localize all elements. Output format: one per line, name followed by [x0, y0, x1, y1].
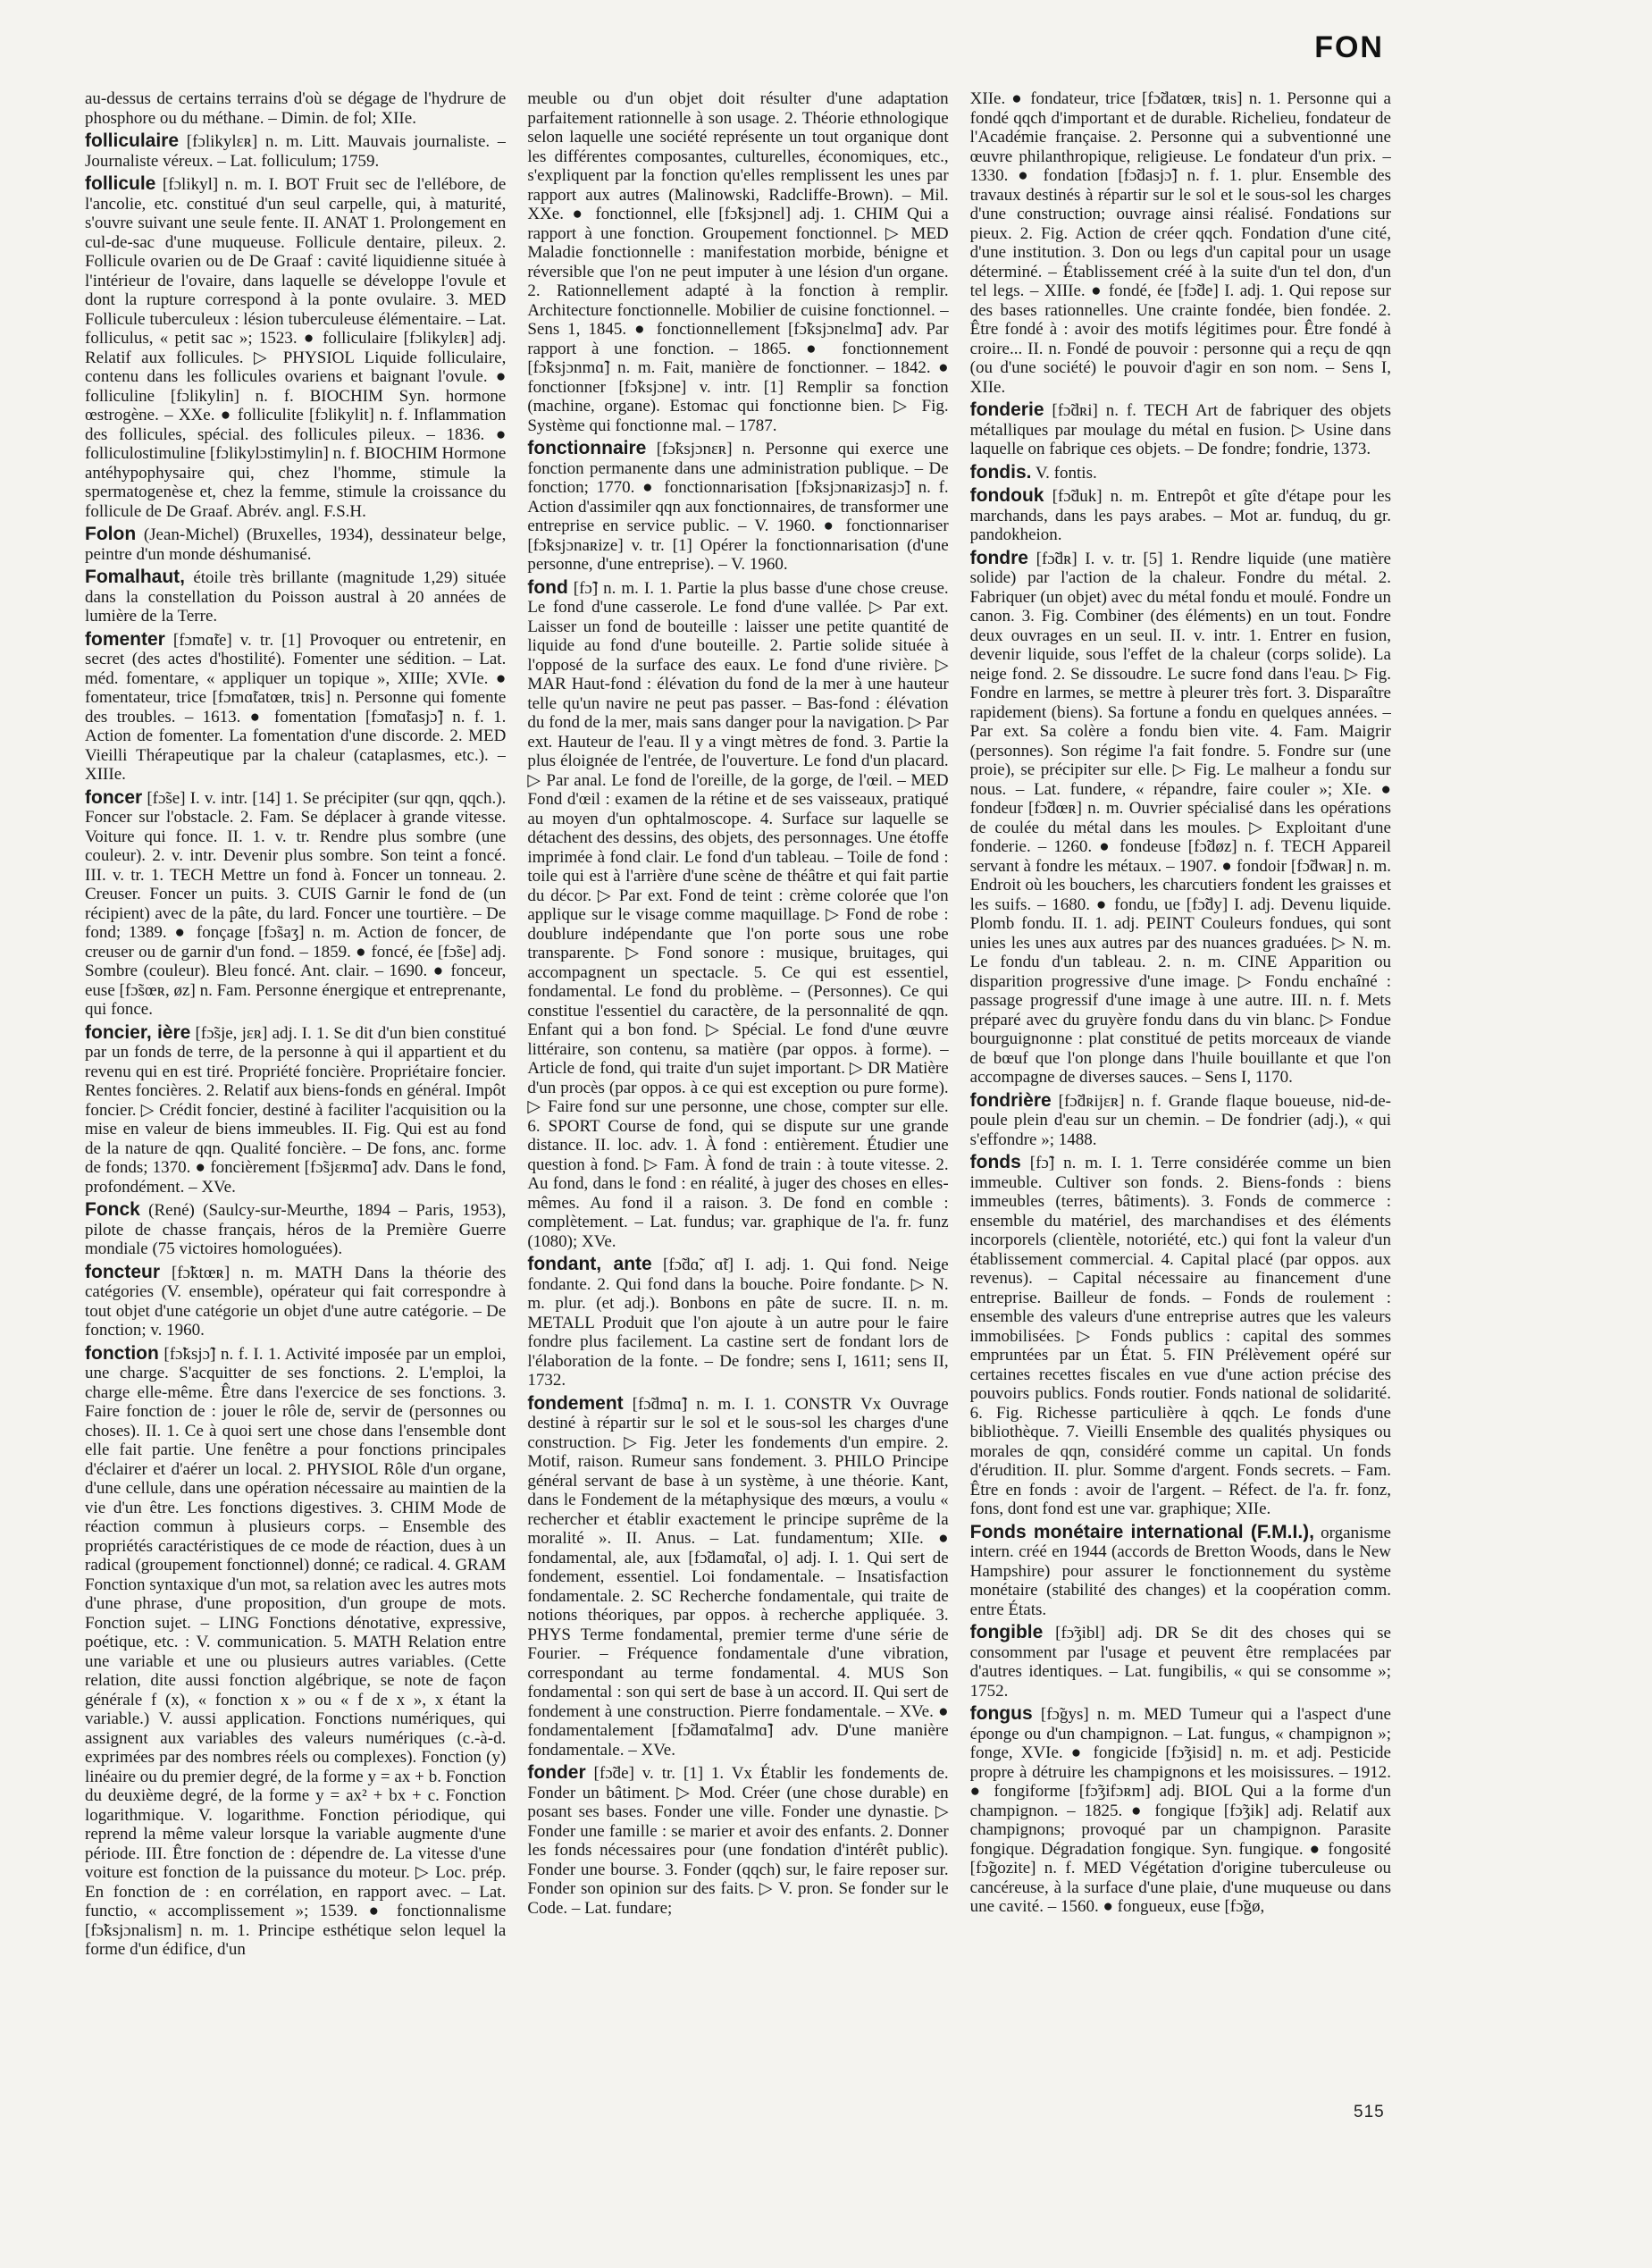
dictionary-entry	[970, 463, 1391, 483]
dictionary-entry	[527, 1394, 948, 1760]
dictionary-entry	[85, 630, 506, 785]
dictionary-entry	[970, 1623, 1391, 1701]
dictionary-entry	[85, 788, 506, 1020]
dictionary-entry	[970, 486, 1391, 545]
column-3	[970, 89, 1391, 2073]
column-2	[527, 89, 948, 2073]
dictionary-entry	[85, 525, 506, 564]
entry-definition: [fɔ̃dmɑ̃] n. m. I. 1. CONSTR Vx Ouvrage destiné à répartir sur le sol et le sous-sol les charges d'une construction. ▷ Fig. Jeter les fondements d'un empire. 2. Motif, raison. Rumeur sans fondement. 3. PHILO Principe général servant de base à un système, à une théorie. Kant, dans le Fondement de la métaphysique des mœurs, a voulu « rechercher et établir exactement le principe suprême de la moralité ». II. Anus. – Lat. fundamentum; XIIe. ● fondamental, ale, aux [fɔ̃damɑ̃tal, o] adj. I. 1. Qui sert de fondement, essentiel. Loi fondamentale. – Insatisfaction fondamentale. 2. SC Recherche fondamentale, qui traite de notions théoriques, par oppos. à recherche appliquée. 3. PHYS Terme fondamental, premier terme d'une série de Fourier. – Fréquence fondamentale d'une vibration, correspondant au terme fondamental. 4. MUS Son fondamental : son qui sert de base à un accord. II. Qui sert de fondement à une construction. Pierre fondamentale. – XVe. ● fondamentalement [fɔ̃damɑ̃talmɑ̃] adv. D'une manière fondamentale. – XVe.	[527, 1394, 949, 1760]
dictionary-entry	[970, 549, 1391, 1088]
entry-headword: fongible	[969, 1622, 1044, 1642]
dictionary-entry	[970, 1523, 1391, 1620]
dictionary-entry	[527, 89, 948, 435]
entry-headword: Fomalhaut,	[85, 567, 186, 587]
column-1	[85, 89, 506, 2073]
entry-headword: fondis.	[969, 461, 1032, 483]
entry-headword: folliculaire	[85, 130, 180, 151]
entry-definition: XIIe. ● fondateur, trice [fɔ̃datœʀ, tʀis] n. 1. Personne qui a fondé qqch d'important et de durable. Richelieu, fondateur de l'Académie française. 2. Personne qui a subventionné une œuvre philanthropique, religieuse. Le fondateur d'un prix. – 1330. ● fondation [fɔ̃dasjɔ̃] n. f. 1. plur. Ensemble des travaux destinés à répartir sur le sol et le sous-sol les charges d'une construction; ouvrage ainsi réalisé. Fondations sur pieux. 2. Fig. Action de créer qqch. Fondation d'une cité, d'une institution. 3. Don ou legs d'un capital pour un usage déterminé. – Établissement créé à la suite d'un tel don, d'un tel legs. – XIIIe. ● fondé, ée [fɔ̃de] I. adj. 1. Qui repose sur des bases rationnelles. Une crainte fondée, bien fondée. 2. Être fondé à : avoir des motifs légitimes pour. Être fondé à croire... II. n. Fondé de pouvoir : personne qui a reçu de qqn (ou d'une société) le pouvoir d'agir en son nom. – Sens I, XIIe.	[969, 89, 1391, 397]
entry-headword: fonctionnaire	[527, 438, 647, 458]
entry-definition: V. fontis.	[1035, 463, 1097, 483]
entry-definition: organisme intern. créé en 1944 (accords de Bretton Woods, dans le New Hampshire) pour assurer le fonctionnement du système monétaire (stabilité des changes) et la coopération comm. entre États.	[969, 1523, 1391, 1619]
dictionary-entry	[85, 567, 506, 626]
entry-headword: fonder	[527, 1762, 586, 1783]
entry-definition: [fɔ̃dʀi] n. f. TECH Art de fabriquer des objets métalliques par moulage du métal en fusion. ▷ Usine dans laquelle on fabrique ces objets. – De fondre; fondrie, 1373.	[969, 401, 1391, 458]
dictionary-entry	[85, 1200, 506, 1259]
entry-definition: étoile très brillante (magnitude 1,29) située dans la constellation du Poisson austral à 20 années de lumière de la Terre.	[85, 568, 507, 626]
entry-headword: fonction	[85, 1342, 159, 1364]
dictionary-entry	[85, 1344, 506, 1960]
entry-definition: [fɔ̃dʀ] I. v. tr. [5] 1. Rendre liquide (une matière solide) par l'action de la chaleur. Fondre du métal. 2. Fabriquer (un objet) avec du métal fondu et moulé. Fondre un canon. 3. Fig. Combiner (des éléments) en un tout. Fondre deux ouvrages en un seul. II. v. intr. 1. Entrer en fusion, devenir liquide, sous l'effet de la chaleur (corps solide). La neige fond. 2. Se dissoudre. Le sucre fond dans l'eau. ▷ Fig. Fondre en larmes, se mettre à pleurer très fort. 3. Disparaître rapidement (biens). Sa fortune a fondu en quelques années. – Par ext. Sa colère a fondu bien vite. 4. Fam. Maigrir (personnes). Son régime l'a fait fondre. 5. Fondre sur (une proie), se précipiter sur elle. ▷ Fig. Le malheur a fondu sur nous. – Lat. fundere, « répandre, faire couler »; XIe. ● fondeur [fɔ̃dœʀ] n. m. Ouvrier spécialisé dans les opérations de coulée du métal dans les moules. ▷ Exploitant d'une fonderie. – 1260. ● fondeuse [fɔ̃døz] n. f. TECH Appareil servant à fondre les métaux. – 1907. ● fondoir [fɔ̃dwaʀ] n. m. Endroit où les bouchers, les charcutiers fondent les graisses et les suifs. – 1680. ● fondu, ue [fɔ̃dy] I. adj. Devenu liquide. Plomb fondu. II. 1. adj. PEINT Couleurs fondues, qui sont unies les unes aux autres par des nuances graduées. ▷ N. m. Le fondu d'un tableau. 2. n. m. CINE Apparition ou disparition progressive d'une image. ▷ Fondu enchaîné : passage progressif d'une image à une autre. III. n. f. Mets préparé avec du gruyère fondu dans du vin blanc. ▷ Fondue bourguignonne : plat constitué de petits morceaux de viande de bœuf que l'on plonge dans l'huile bouillante et que l'on accompagne de diverses sauces. – Sens I, 1170.	[969, 549, 1391, 1087]
entry-headword: fondre	[969, 547, 1028, 568]
entry-headword: fonds	[969, 1152, 1021, 1172]
entry-headword: fondant, ante	[527, 1254, 652, 1274]
entry-headword: foncer	[85, 786, 143, 808]
entry-headword: Fonds monétaire international (F.M.I.),	[969, 1521, 1314, 1542]
entry-headword: Fonck	[85, 1199, 140, 1220]
entry-headword: fondement	[527, 1392, 624, 1414]
entry-definition: (Jean-Michel) (Bruxelles, 1934), dessinateur belge, peintre d'un monde déshumanisé.	[85, 525, 507, 564]
dictionary-entry	[85, 1023, 506, 1197]
entry-headword: foncteur	[85, 1261, 160, 1282]
entry-headword: follicule	[85, 173, 156, 194]
entry-definition: [fɔ̃ksjɔnɛʀ] n. Personne qui exerce une fonction permanente dans une administration publique. – De fonction; 1770. ● fonctionnarisation [fɔ̃ksjɔnaʀizasjɔ̃] n. f. Action d'assimiler qqn aux fonctionnaires, de transformer une entreprise en service public. – V. 1960. ● fonctionnariser [fɔ̃ksjɔnaʀize] v. tr. [1] Opérer la fonctionnarisation (d'une personne, d'une entreprise). – V. 1960.	[527, 440, 949, 574]
text-columns	[85, 89, 1391, 2073]
entry-headword: fondouk	[969, 485, 1044, 506]
entry-definition: [fɔ̃dʀijɛʀ] n. f. Grande flaque boueuse, nid-de-poule plein d'eau sur un chemin. – De fondrier (adj.), « qui s'effondre »; 1488.	[969, 1091, 1391, 1149]
entry-definition: [fɔ̃ktœʀ] n. m. MATH Dans la théorie des catégories (V. ensemble), opérateur qui fait correspondre à tout objet d'une catégorie un objet d'une autre catégorie. – De fonction; v. 1960.	[85, 1263, 507, 1340]
entry-definition: [fɔ̃ksjɔ̃] n. f. I. 1. Activité imposée par un emploi, une charge. S'acquitter de ses fonctions. 2. L'emploi, la charge elle-même. Être dans l'exercice de ses fonctions. 3. Faire fonction de : jouer le rôle de, servir de (personnes ou choses). II. 1. Ce à quoi sert une chose dans l'ensemble dont elle fait partie. Une fenêtre a pour fonctions principales d'éclairer et d'aérer un local. 2. PHYSIOL Rôle d'un organe, d'une cellule, dans une opération nécessaire au maintien de la vie d'un être. Les fonctions digestives. 3. CHIM Mode de réaction commun à plusieurs corps. – Ensemble des propriétés caractéristiques de ce mode de réaction, dues à un radical (groupement fonctionnel) donné; ce radical. 4. GRAM Fonction syntaxique d'un mot, sa relation avec les autres mots d'une phrase, d'une proposition, d'un groupe de mots. Fonction sujet. – LING Fonctions dénotative, expressive, poétique, etc. : V. communication. 5. MATH Relation entre une variable et une ou plusieurs autres variables. (Cette relation, dite aussi fonction algébrique, se note de façon générale f (x), « fonction x » ou « f de x », x étant la variable.) V. aussi application. Fonctions numériques, qui assignent aux variables des valeurs numériques (c.-à-d. exprimées par des nombres réels ou complexes). Fonction (y) linéaire ou du premier degré, de la forme y = ax + b. Fonction du deuxième degré, de la forme y = ax² + bx + c. Fonction logarithmique. V. logarithme. Fonction périodique, qui reprend la même valeur lorsque la variable augmente d'une période. III. Être fonction de : dépendre de. La vitesse d'une voiture est fonction de la puissance du moteur. ▷ Loc. prép. En fonction de : en corrélation, en rapport avec. – Lat. functio, « accomplissement »; 1539. ● fonctionnalisme [fɔ̃ksjɔnalism] n. m. 1. Principe esthétique selon lequel la forme d'un édifice, d'un	[85, 1344, 507, 1959]
entry-definition: [fɔ̃duk] n. m. Entrepôt et gîte d'étape pour les marchands, dans les pays arabes. – Mot ar. funduq, du gr. pandokheion.	[969, 487, 1391, 544]
dictionary-entry	[85, 131, 506, 171]
entry-definition: (René) (Saulcy-sur-Meurthe, 1894 – Paris, 1953), pilote de chasse français, héros de la Première Guerre mondiale (75 victoires homologuées).	[85, 1201, 507, 1258]
entry-definition: [fɔ̃sje, jɛʀ] adj. I. 1. Se dit d'un bien constitué par un fonds de terre, de la personne à qui il appartient et du revenu qui en est tiré. Propriété foncière. Propriétaire foncier. Rentes foncières. 2. Relatif aux biens-fonds en général. Impôt foncier. ▷ Crédit foncier, destiné à faciliter l'acquisition ou la mise en valeur de biens immeubles. II. Fig. Qui est au fond de la nature de qqn. Qualité foncière. – De fons, anc. forme de fonds; 1370. ● foncièrement [fɔ̃sjɛʀmɑ̃] adv. Dans le fond, profondément. – XVe.	[85, 1023, 507, 1197]
dictionary-entry	[970, 1704, 1391, 1917]
entry-definition: [fɔ̃] n. m. I. 1. Partie la plus basse d'une chose creuse. Le fond d'une casserole. Le fond d'une vallée. ▷ Par ext. Laisser un fond de bouteille : laisser une petite quantité de liquide au fond d'une bouteille. 2. Partie solide située à l'opposé de la surface des eaux. Le fond d'une rivière. ▷ MAR Haut-fond : élévation du fond de la mer à une hauteur telle qu'un navire ne peut pas passer. – Bas-fond : élévation du fond de la mer, mais sans danger pour la navigation. ▷ Par ext. Hauteur de l'eau. Il y a vingt mètres de fond. 3. Partie la plus éloignée de l'entrée, de l'ouverture. Le fond d'un placard. ▷ Par anal. Le fond de l'oreille, de la gorge, de l'œil. – MED Fond d'œil : examen de la rétine et de ses vaisseaux, pratiqué au moyen d'un ophtalmoscope. 4. Surface sur laquelle se détachent des dessins, des objets, des personnages. Une étoffe imprimée à fond clair. Le fond d'un tableau. – Toile de fond : toile qui est à l'arrière d'une scène de théâtre et qui fait partie du décor. ▷ Par ext. Fond de teint : crème colorée que l'on applique sur le visage comme maquillage. ▷ Fond de robe : doublure indépendante que l'on porte sous une robe transparente. ▷ Fond sonore : musique, bruitages, qui accompagnent un spectacle. 5. Ce qui est essentiel, fondamental. Le fond du problème. – (Personnes). Ce qui constitue l'essentiel du caractère, de la personnalité de qqn. Enfant qui a bon fond. ▷ Spécial. Le fond d'une œuvre littéraire, son contenu, sa matière (par oppos. à forme). – Article de fond, qui traite d'un sujet important. ▷ DR Matière d'un procès (par oppos. à ce qui est exception ou pure forme). ▷ Faire fond sur une personne, une chose, compter sur elle. 6. SPORT Course de fond, qui se dispute sur une grande distance. II. loc. adv. 1. À fond : entièrement. Étudier une question à fond. ▷ Fam. À fond de train : à toute vitesse. 2. Au fond, dans le fond : en réalité, à juger des choses en elles-mêmes. Au fond il a raison. 3. De fond en comble : complètement. – Lat. fundus; var. graphique de l'a. fr. funz (1080); XVe.	[527, 578, 949, 1251]
entry-headword: Folon	[85, 524, 137, 544]
entry-definition: [fɔ̃se] I. v. intr. [14] 1. Se précipiter (sur qqn, qqch.). Foncer sur l'obstacle. 2. Fam. Se déplacer à grande vitesse. Voiture qui fonce. II. 1. v. tr. Rendre plus sombre (une couleur). 2. v. intr. Devenir plus sombre. Son teint a foncé. III. v. tr. 1. TECH Mettre un fond à. Foncer un tonneau. 2. Creuser. Foncer un puits. 3. CUIS Garnir le fond de (un récipient) avec de la pâte, du lard. Foncer une tourtière. – De fond; 1389. ● fonçage [fɔ̃saʒ] n. m. Action de foncer, de creuser ou de garnir d'un fond. – 1859. ● foncé, ée [fɔ̃se] adj. Sombre (couleur). Bleu foncé. Ant. clair. – 1690. ● fonceur, euse [fɔ̃sœʀ, øz] n. Fam. Personne énergique et entreprenante, qui fonce.	[85, 788, 507, 1019]
entry-headword: fongus	[969, 1703, 1033, 1724]
dictionary-entry	[85, 174, 506, 521]
entry-definition: [fɔ̃] n. m. I. 1. Terre considérée comme un bien immeuble. Cultiver son fonds. 2. Biens-fonds : biens immeubles (terres, bâtiments). 3. Fonds de commerce : ensemble du matériel, des marchandises et des éléments incorporels (clientèle, notoriété, etc.) qui font la valeur d'un établissement commercial. 4. Capital placé (par oppos. aux revenus). – Capital nécessaire au financement d'une entreprise. Bailleur de fonds. – Fonds de roulement : ensemble des valeurs d'une entreprise autres que les valeurs immobilisées. ▷ Fonds publics : capital des sommes empruntées par un État. 5. FIN Prélèvement opéré sur certaines recettes fiscales en vue d'une action précise des pouvoirs publics. Fonds routier. Fonds national de solidarité. 6. Fig. Richesse particulière à qqch. Le fonds d'une bibliothèque. 7. Vieilli Ensemble des qualités physiques ou morales de qqn, considéré comme un capital. Un fonds d'érudition. II. plur. Somme d'argent. Fonds secrets. – Fam. Être en fonds : avoir de l'argent. – Réfect. de l'a. fr. fonz, fons, dont fond est une var. graphique; XIIe.	[969, 1154, 1391, 1518]
dictionary-entry	[85, 89, 506, 128]
entry-definition: [fɔ̃gys] n. m. MED Tumeur qui a l'aspect d'une éponge ou d'un champignon. – Lat. fungus, « champignon »; fonge, XVIe. ● fongicide [fɔ̃ʒisid] n. m. et adj. Pesticide propre à détruire les champignons et les moisissures. – 1912. ● fongiforme [fɔ̃ʒifɔʀm] adj. BIOL Qui a la forme d'un champignon. – 1825. ● fongique [fɔ̃ʒik] adj. Relatif aux champignons; provoqué par un champignon. Parasite fongique. Dégradation fongique. Syn. fungique. ● fongosité [fɔ̃gozite] n. f. MED Végétation d'origine tuberculeuse ou cancéreuse, à la surface d'une plaie, d'une muqueuse ou dans une cavité. – 1560. ● fongueux, euse [fɔ̃gø,	[969, 1705, 1391, 1916]
entry-definition: [fɔlikylɛʀ] n. m. Litt. Mauvais journaliste. – Journaliste véreux. – Lat. folliculum; 1759.	[85, 132, 507, 171]
dictionary-entry	[970, 1091, 1391, 1150]
dictionary-entry	[527, 439, 948, 575]
dictionary-entry	[527, 578, 948, 1252]
entry-headword: fondrière	[969, 1089, 1052, 1111]
entry-definition: au-dessus de certains terrains d'où se dégage de l'hydrure de phosphore ou du méthane. – Dimin. de fol; XIIe.	[85, 89, 507, 128]
entry-headword: fond	[527, 576, 568, 598]
entry-definition: meuble ou d'un objet doit résulter d'une adaptation parfaitement rationnelle à son usage. 2. Théorie ethnologique selon laquelle une société représente un tout organique dont les différentes composantes, culturelles, économiques, etc., s'expliquent par la fonction qu'elles remplissent les unes par rapport aux autres (Malinowski, Radcliffe-Brown). – Mil. XXe. ● fonctionnel, elle [fɔ̃ksjɔnɛl] adj. 1. CHIM Qui a rapport à une fonction. Groupement fonctionnel. ▷ MED Maladie fonctionnelle : manifestation morbide, bénigne et réversible que l'on ne peut imputer à une lésion d'un organe. 2. Rationnellement adapté à la fonction à remplir. Architecture fonctionnelle. Mobilier de cuisine fonctionnel. – Sens 1, 1845. ● fonctionnellement [fɔ̃ksjɔnɛlmɑ̃] adv. Par rapport à une fonction. – 1865. ● fonctionnement [fɔ̃ksjɔnmɑ̃] n. m. Fait, manière de fonctionner. – 1842. ● fonctionner [fɔ̃ksjɔne] v. intr. [1] Remplir sa fonction (machine, organe). Estomac qui fonctionne bien. ▷ Fig. Système qui fonctionne mal. – 1787.	[527, 89, 949, 435]
dictionary-entry	[970, 1153, 1391, 1519]
entry-definition: [fɔ̃ʒibl] adj. DR Se dit des choses qui se consomment par l'usage et peuvent être remplacées par d'autres identiques. – Lat. fungibilis, « qui se consomme »; 1752.	[969, 1624, 1391, 1701]
entry-headword: fomenter	[85, 628, 165, 650]
dictionary-entry	[527, 1763, 948, 1918]
dictionary-entry	[85, 1263, 506, 1340]
dictionary-entry	[970, 89, 1391, 397]
entry-definition: [fɔ̃dɑ̃, ɑ̃t] I. adj. 1. Qui fond. Neige fondante. 2. Qui fond dans la bouche. Poire fondante. ▷ N. m. plur. (et adj.). Bonbons en pâte de sucre. II. n. m. METALL Produit que l'on ajoute à un autre pour le faire fondre plus facilement. La castine sert de fondant lors de l'élaboration de la fonte. – De fondre; sens I, 1611; sens II, 1732.	[527, 1256, 949, 1390]
entry-definition: [fɔlikyl] n. m. I. BOT Fruit sec de l'ellébore, de l'ancolie, etc. constitué d'un seul carpelle, qui, à maturité, s'ouvre suivant une seule fente. II. ANAT 1. Prolongement en cul-de-sac d'une muqueuse. Follicule dentaire, pileux. 2. Follicule ovarien ou de De Graaf : cavité liquidienne située à l'intérieur de l'ovaire, dans laquelle se développe l'ovule et dont la rupture correspond à la ponte ovulaire. 3. MED Follicule tuberculeux : lésion tuberculeuse élémentaire. – Lat. folliculus, « petit sac »; 1523. ● folliculaire [fɔlikylɛʀ] adj. Relatif aux follicules. ▷ PHYSIOL Liquide folliculaire, contenu dans les follicules ovariens et baignant l'ovule. ● folliculine [fɔlikylin] n. f. BIOCHIM Syn. hormone œstrogène. – XXe. ● folliculite [fɔlikylit] n. f. Inflammation des follicules, spécial. des follicules pileux. – 1836. ● folliculostimuline [fɔlikylɔstimylin] n. f. BIOCHIM Hormone antéhypophysaire qui, chez l'homme, stimule la spermatogenèse et, chez la femme, stimule la croissance du follicule de De Graaf. Abrév. angl. F.S.H.	[85, 175, 507, 521]
dictionary-entry	[970, 400, 1391, 459]
page-number: 515	[1354, 2103, 1385, 2121]
entry-headword: fonderie	[969, 399, 1044, 420]
entry-headword: foncier, ière	[85, 1021, 191, 1043]
entry-definition: [fɔ̃de] v. tr. [1] 1. Vx Établir les fondements de. Fonder un bâtiment. ▷ Mod. Créer (une chose durable) en posant ses bases. Fonder une ville. Fonder une dynastie. ▷ Fonder une famille : se marier et avoir des enfants. 2. Donner les fonds nécessaires pour (une fondation d'intérêt public). Fonder une bourse. 3. Fonder (qqch) sur, le faire reposer sur. Fonder son opinion sur des faits. ▷ V. pron. Se fonder sur le Code. – Lat. fundare;	[527, 1764, 949, 1918]
running-head: FON	[1314, 30, 1384, 64]
entry-definition: [fɔmɑ̃te] v. tr. [1] Provoquer ou entretenir, en secret (des actes d'hostilité). Fomenter une sédition. – Lat. méd. fomentare, « appliquer un topique », XIIIe; XVIe. ● fomentateur, trice [fɔmɑ̃tatœʀ, tʀis] n. Personne qui fomente des troubles. – 1613. ● fomentation [fɔmɑ̃tasjɔ̃] n. f. 1. Action de fomenter. La fomentation d'une discorde. 2. MED Vieilli Thérapeutique par la chaleur (cataplasmes, etc.). – XIIIe.	[85, 630, 507, 784]
dictionary-entry	[527, 1255, 948, 1390]
